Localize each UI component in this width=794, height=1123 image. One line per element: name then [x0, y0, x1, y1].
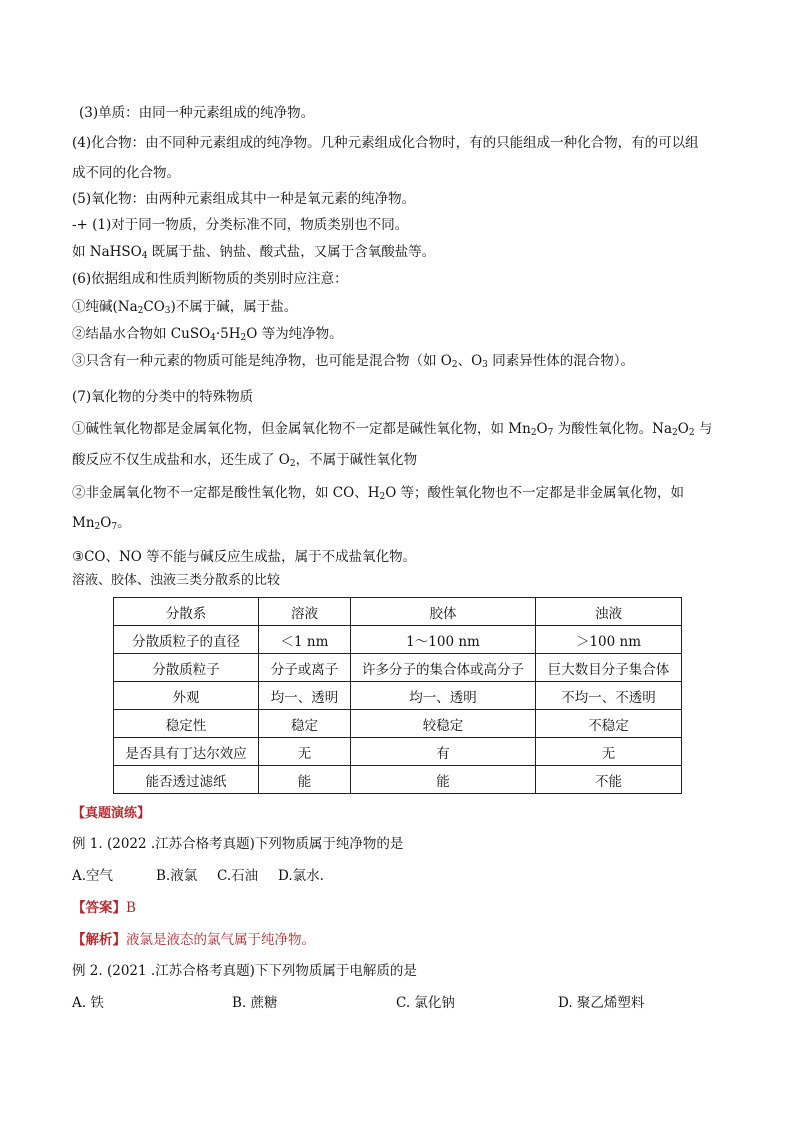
table-cell: 分散系 [114, 598, 259, 626]
dispersion-comparison-table [113, 597, 682, 794]
table-cell: 无 [536, 738, 682, 766]
table-cell: 分散质粒子的直径 [114, 626, 259, 654]
definition-compound-line2: 成不同的化合物。 [72, 165, 180, 181]
table-cell: 溶液 [259, 598, 351, 626]
note-classification-standard: -+ (1)对于同一物质，分类标准不同，物质类别也不同。 [72, 217, 409, 233]
definition-compound-line1: (4)化合物：由不同种元素组成的纯净物。几种元素组成化合物时，有的只能组成一种化合物，有的可以组 [72, 135, 699, 151]
table-cell: 是否具有丁达尔效应 [114, 738, 259, 766]
table-cell: 胶体 [351, 598, 536, 626]
table-cell: 分子或离子 [259, 654, 351, 682]
item-soda-ash: ①纯碱$(Na_2CO_3)$不属于碱，属于盐。 [72, 299, 298, 316]
item-basic-oxide-line2: 酸反应不仅生成盐和水，还生成了 $O_2$，不属于碱性氧化物 [72, 452, 418, 469]
example-1-options [72, 867, 472, 885]
item-nonmetal-oxide-line2: $Mn_2O_7$。 [72, 515, 131, 532]
example-2-question: 例 2. (2021 .江苏合格考真题)下下列物质属于电解质的是 [72, 963, 417, 979]
table-cell: 外观 [114, 682, 259, 710]
table-title: 溶液、胶体、浊液三类分散系的比较 [72, 573, 281, 588]
table-cell: 不能 [536, 766, 682, 794]
table-cell: 稳定性 [114, 710, 259, 738]
section-6-heading: (6)依据组成和性质判断物质的类别时应注意： [72, 271, 348, 287]
table-cell: 能 [351, 766, 536, 794]
table-cell: 无 [259, 738, 351, 766]
example-1-answer: 【答案】B [72, 900, 136, 916]
table-row [114, 626, 682, 654]
option-b: B.液氯 [156, 868, 198, 884]
table-cell: 不均一、不透明 [536, 682, 682, 710]
table-cell: 有 [351, 738, 536, 766]
item-basic-oxide-line1: ①碱性氧化物都是金属氧化物，但金属氧化物不一定都是碱性氧化物，如 $Mn_2O_7$ 为酸性氧化物。$Na_2O_2$ 与 [72, 421, 713, 438]
table-row [114, 766, 682, 794]
option-d: D.氯水. [278, 868, 324, 884]
table-cell: ＜1 nm [259, 626, 351, 654]
definition-oxide: (5)氧化物：由两种元素组成其中一种是氧元素的纯净物。 [72, 191, 416, 207]
table-cell: 能 [259, 766, 351, 794]
option-a: A. 铁 [72, 995, 104, 1011]
table-row [114, 654, 682, 682]
table-header-row [114, 598, 682, 626]
table-cell: 1～100 nm [351, 626, 536, 654]
table-row [114, 682, 682, 710]
table-cell: 稳定 [259, 710, 351, 738]
section-7-heading: (7)氧化物的分类中的特殊物质 [72, 389, 254, 405]
option-b: B. 蔗糖 [232, 995, 278, 1011]
table-row [114, 710, 682, 738]
practice-heading: 【真题演练】 [72, 806, 151, 821]
option-c: C.石油 [217, 868, 259, 884]
definition-element-substance: (3)单质：由同一种元素组成的纯净物。 [79, 105, 315, 121]
table-cell: 许多分子的集合体或高分子 [351, 654, 536, 682]
option-c: C. 氯化钠 [396, 995, 455, 1011]
table-cell: 能否透过滤纸 [114, 766, 259, 794]
table-cell: 分散质粒子 [114, 654, 259, 682]
example-1-analysis: 【解析】液氯是液态的氯气属于纯净物。 [72, 932, 315, 948]
table-cell: 均一、透明 [351, 682, 536, 710]
item-hydrate: ②结晶水合物如 $CuSO_4\cdot 5H_2O$ 等为纯净物。 [72, 326, 343, 343]
item-single-element: ③只含有一种元素的物质可能是纯净物，也可能是混合物（如 $O_2$、$O_3$ 同素异性体的混合物）。 [72, 353, 634, 370]
table-cell: 巨大数目分子集合体 [536, 654, 682, 682]
example-2-options [72, 994, 712, 1012]
table-cell: ＞100 nm [536, 626, 682, 654]
note-nahso4-example: 如 NaHSO$_4$ 既属于盐、钠盐、酸式盐，又属于含氧酸盐等。 [72, 244, 436, 261]
table-cell: 均一、透明 [259, 682, 351, 710]
option-a: A.空气 [72, 868, 114, 884]
table-cell: 较稳定 [351, 710, 536, 738]
item-nonmetal-oxide-line1: ②非金属氧化物不一定都是酸性氧化物，如 CO、$H_2O$ 等；酸性氧化物也不一定都是非金属氧化物，如 [72, 485, 685, 502]
table-cell: 浊液 [536, 598, 682, 626]
table-row [114, 738, 682, 766]
example-1-question: 例 1. (2022 .江苏合格考真题)下列物质属于纯净物的是 [72, 836, 404, 852]
table-cell: 不稳定 [536, 710, 682, 738]
item-non-salt-forming-oxide: ③CO、NO 等不能与碱反应生成盐，属于不成盐氧化物。 [72, 549, 417, 565]
option-d: D. 聚乙烯塑料 [558, 995, 645, 1011]
